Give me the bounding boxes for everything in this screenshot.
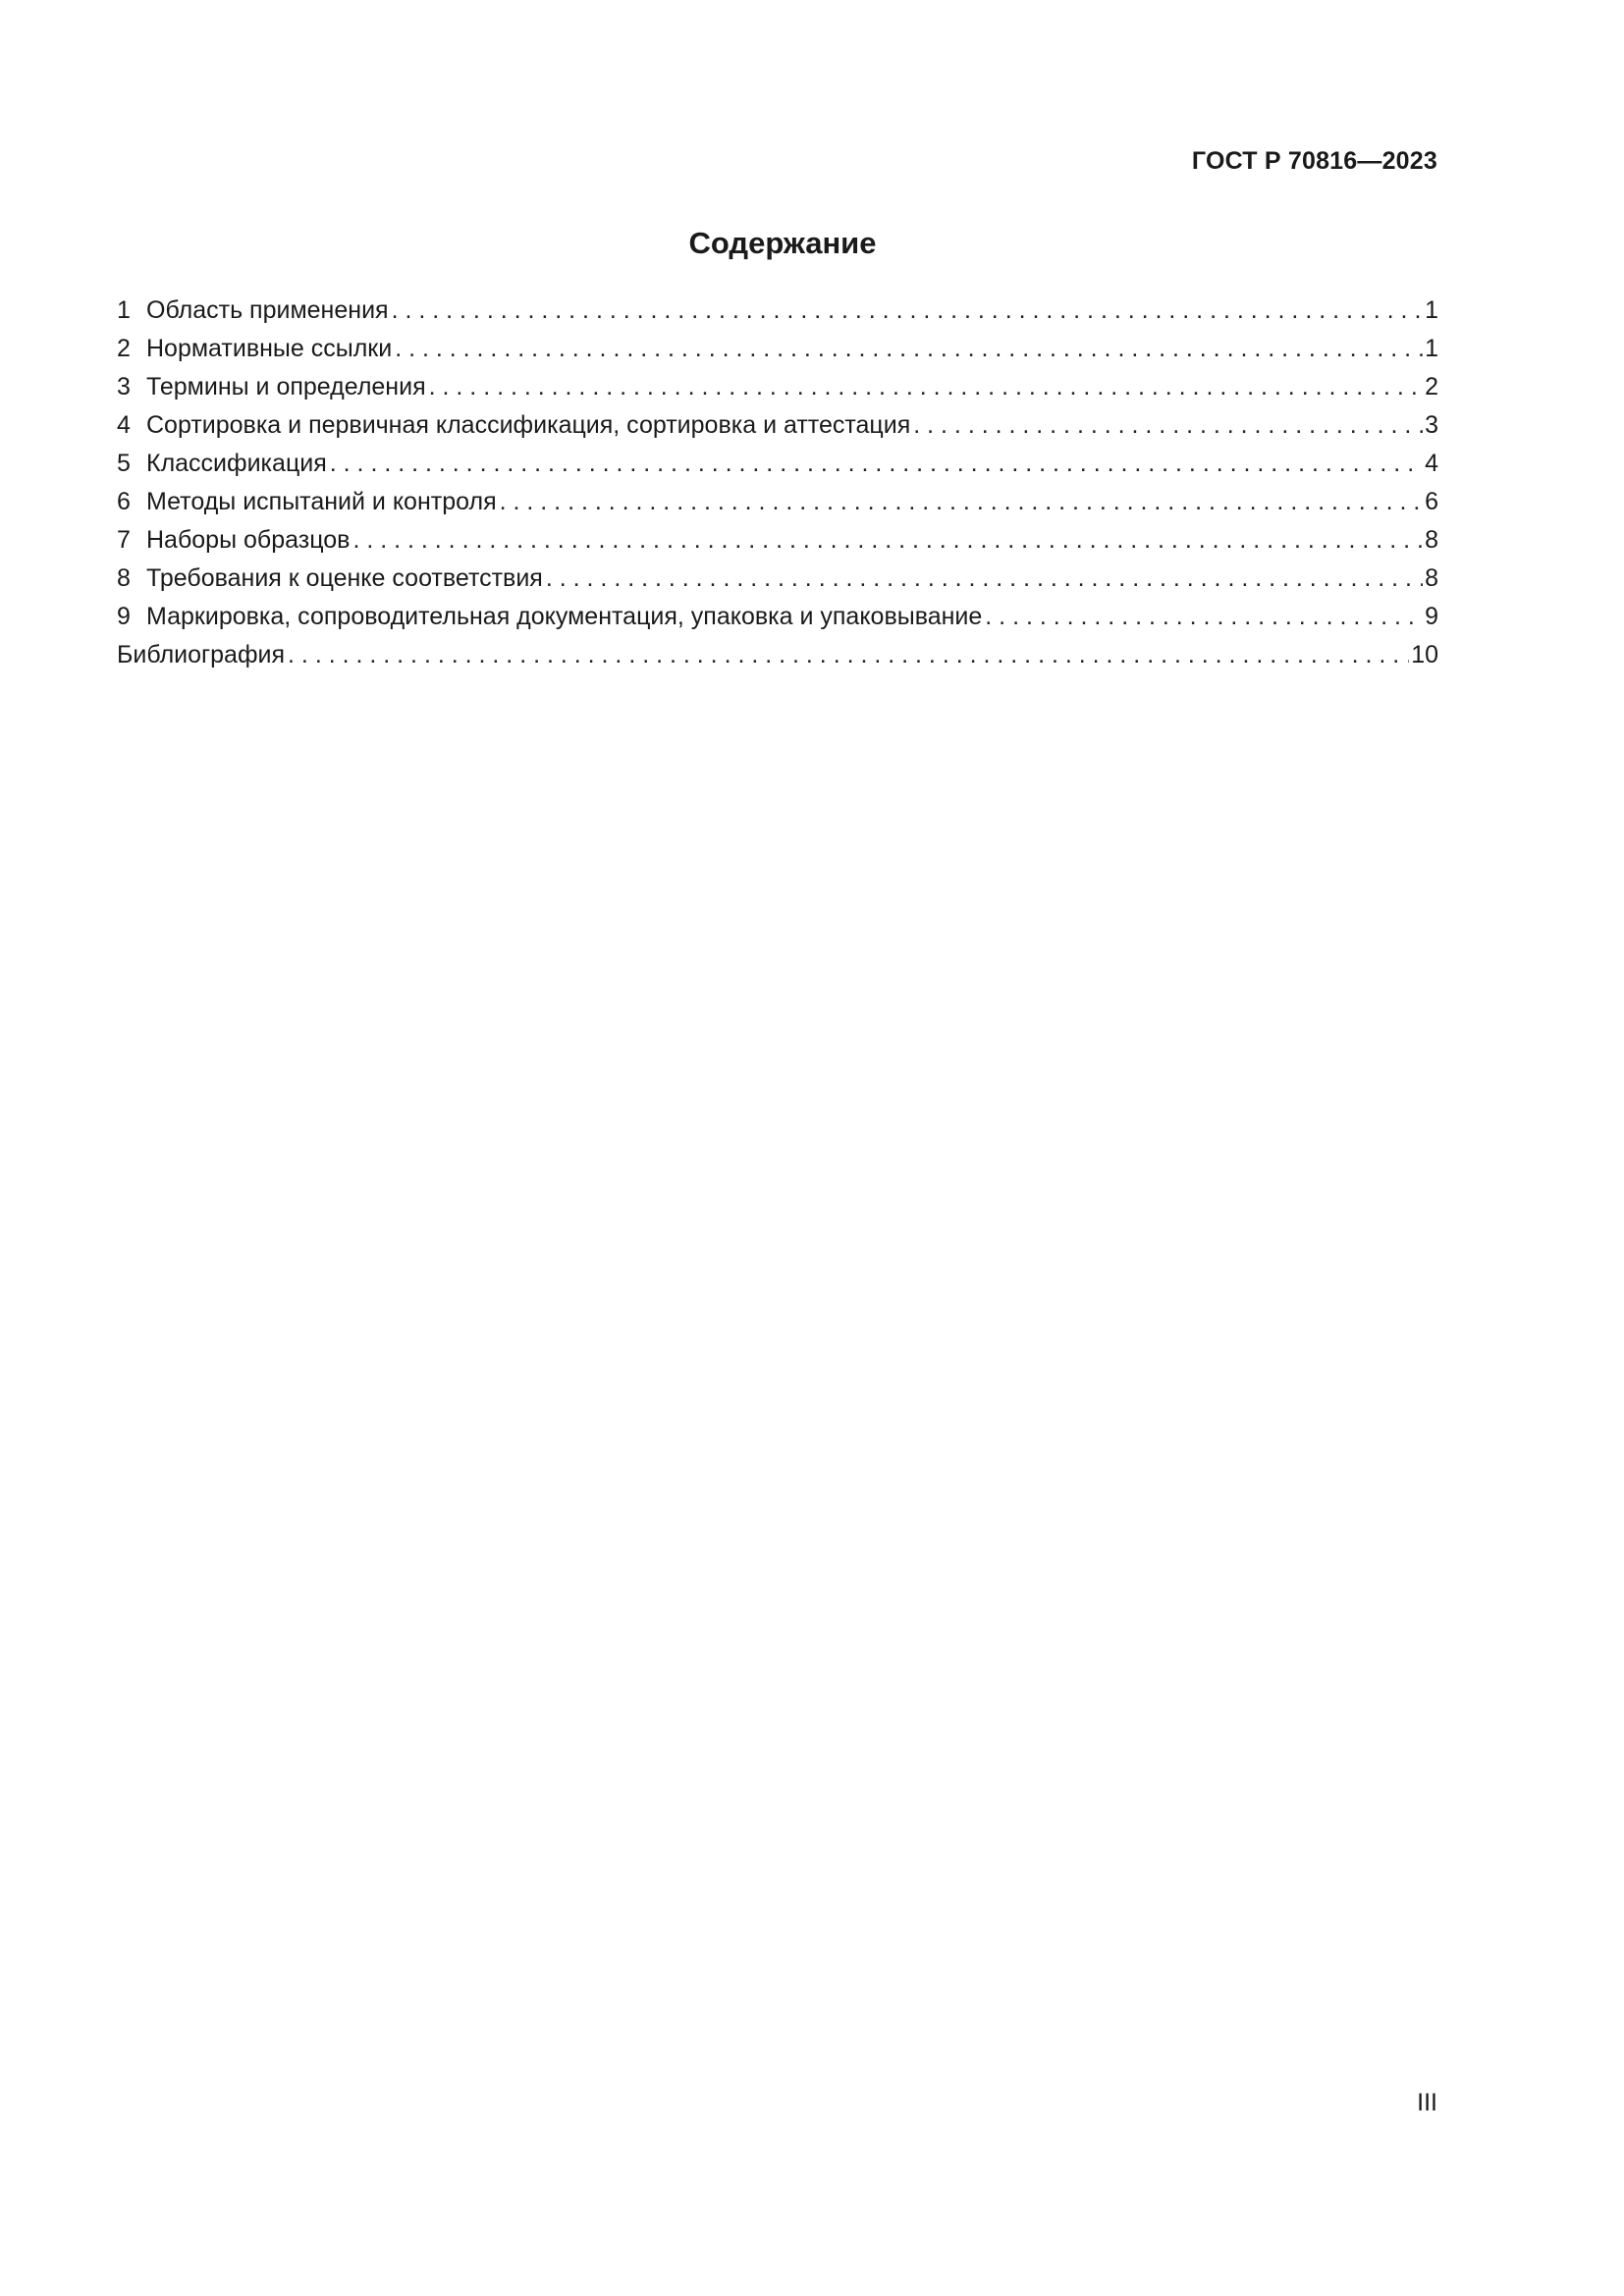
toc-leader-dots <box>288 636 1409 674</box>
page-number: III <box>1417 2089 1437 2116</box>
toc-item-page: 1 <box>1425 296 1438 324</box>
toc-item[interactable] <box>117 368 1438 406</box>
toc-item-title: Сортировка и первичная классификация, сортировка и аттестация <box>146 411 911 439</box>
toc-item-page: 8 <box>1425 564 1438 592</box>
toc-item-page: 4 <box>1425 450 1438 477</box>
toc-leader-dots <box>352 521 1423 560</box>
toc-item-number: 8 <box>117 564 131 592</box>
toc-item-page: 8 <box>1425 526 1438 554</box>
toc-item-title: Методы испытаний и контроля <box>146 488 497 515</box>
toc-item[interactable] <box>117 483 1438 521</box>
toc-item-page: 9 <box>1425 603 1438 630</box>
toc-item-title: Область применения <box>146 296 389 324</box>
toc-item-page: 3 <box>1425 411 1438 439</box>
toc-leader-dots <box>985 598 1423 636</box>
toc-item-title: Классификация <box>146 450 327 477</box>
document-identifier: ГОСТ Р 70816—2023 <box>1191 147 1437 175</box>
toc-item-page: 10 <box>1411 641 1438 668</box>
toc-item-number: 4 <box>117 411 131 439</box>
toc-item[interactable] <box>117 292 1438 330</box>
toc-item-page: 2 <box>1425 373 1438 400</box>
toc-item-title: Маркировка, сопроводительная документация, упаковка и упаковывание <box>146 603 983 630</box>
toc-title: Содержание <box>688 226 877 260</box>
toc-leader-dots <box>546 560 1423 598</box>
toc-item-number: 3 <box>117 373 131 400</box>
toc-item-title: Требования к оценке соответствия <box>146 564 543 592</box>
toc-item-title: Термины и определения <box>146 373 426 400</box>
toc-item[interactable] <box>117 598 1438 636</box>
toc-leader-dots <box>395 330 1423 368</box>
toc-item-number: 1 <box>117 296 131 324</box>
toc-item-number: 5 <box>117 450 131 477</box>
toc-leader-dots <box>330 445 1423 483</box>
toc-item-title: Библиография <box>117 641 286 668</box>
toc-item-number: 7 <box>117 526 131 554</box>
toc-item[interactable] <box>117 445 1438 483</box>
toc-item-title: Нормативные ссылки <box>146 335 393 362</box>
toc-item-number: 6 <box>117 488 131 515</box>
toc-item-page: 6 <box>1425 488 1438 515</box>
toc-item[interactable] <box>117 521 1438 560</box>
toc-item-title: Наборы образцов <box>146 526 351 554</box>
toc-item-page: 1 <box>1425 335 1438 362</box>
toc-item[interactable] <box>117 406 1438 445</box>
toc-item[interactable] <box>117 636 1438 674</box>
toc-leader-dots <box>500 483 1423 521</box>
toc-item-number: 9 <box>117 603 131 630</box>
table-of-contents <box>117 292 1438 674</box>
toc-item[interactable] <box>117 330 1438 368</box>
toc-leader-dots <box>392 292 1424 330</box>
toc-leader-dots <box>913 406 1423 445</box>
toc-item-number: 2 <box>117 335 131 362</box>
toc-leader-dots <box>429 368 1423 406</box>
toc-item[interactable] <box>117 560 1438 598</box>
